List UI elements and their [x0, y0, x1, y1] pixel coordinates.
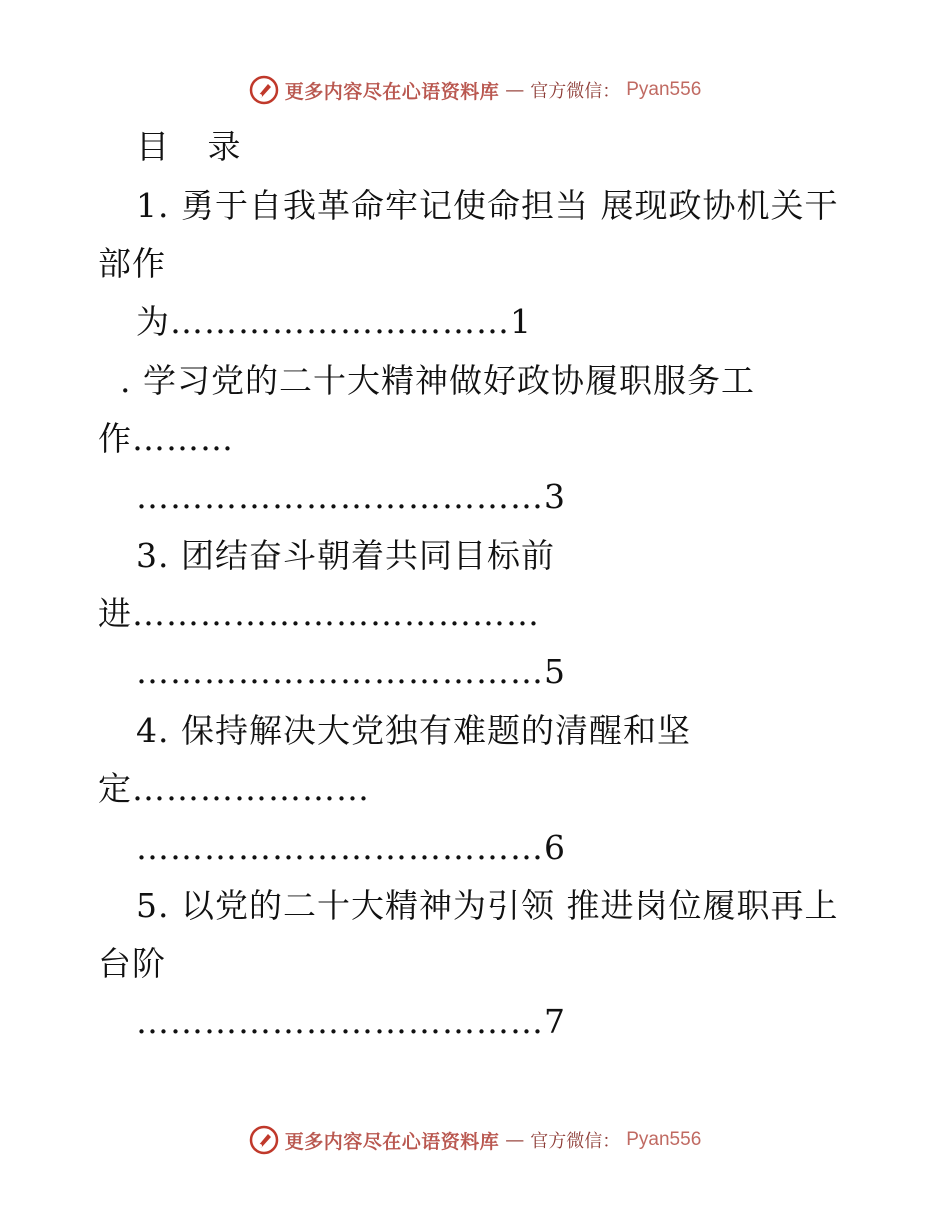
watermark-separator: — — [505, 79, 525, 101]
toc-entry-3-page: ………………………………5 — [136, 652, 566, 691]
watermark-label: 官方微信： — [530, 1131, 621, 1152]
toc-entry-1-line-1: 1. 勇于自我革命牢记使命担当 展现政协机关干 — [136, 186, 839, 225]
toc-entry-4-line-1: 4. 保持解决大党独有难题的清醒和坚 — [136, 711, 691, 750]
pen-nib-logo-icon — [249, 1125, 279, 1155]
toc-entry-5-line-2: 台阶 — [98, 944, 166, 983]
watermark-label: 官方微信： — [530, 81, 621, 102]
toc-entry-2-page: ………………………………3 — [136, 477, 566, 516]
watermark-brand-text: 更多内容尽在心语资料库 — [284, 1130, 500, 1153]
toc-entry-4-line-2: 定………………… — [98, 769, 370, 808]
toc-entry-3-line-1: 3. 团结奋斗朝着共同目标前 — [136, 536, 555, 575]
toc-entry-1-page: 为…………………………1 — [136, 302, 532, 341]
watermark-handle: Pyan556 — [626, 1129, 702, 1150]
watermark-separator: — — [505, 1129, 525, 1151]
toc-entry-5-line-1: 5. 以党的二十大精神为引领 推进岗位履职再上 — [136, 886, 839, 925]
toc-entry-2-line-2: 作……… — [98, 419, 234, 458]
footer-watermark-banner — [0, 1120, 950, 1160]
watermark-handle: Pyan556 — [626, 79, 702, 100]
toc-title: 目 录 — [136, 127, 255, 166]
watermark-brand-text: 更多内容尽在心语资料库 — [284, 80, 500, 103]
toc-entry-1-line-2: 部作 — [98, 244, 166, 283]
toc-entry-2-line-1: . 学习党的二十大精神做好政协履职服务工 — [120, 361, 755, 400]
toc-entry-4-page: ………………………………6 — [136, 828, 566, 867]
toc-entry-3-line-2: 进……………………………… — [98, 594, 540, 633]
toc-entry-5-page: ………………………………7 — [136, 1002, 566, 1041]
